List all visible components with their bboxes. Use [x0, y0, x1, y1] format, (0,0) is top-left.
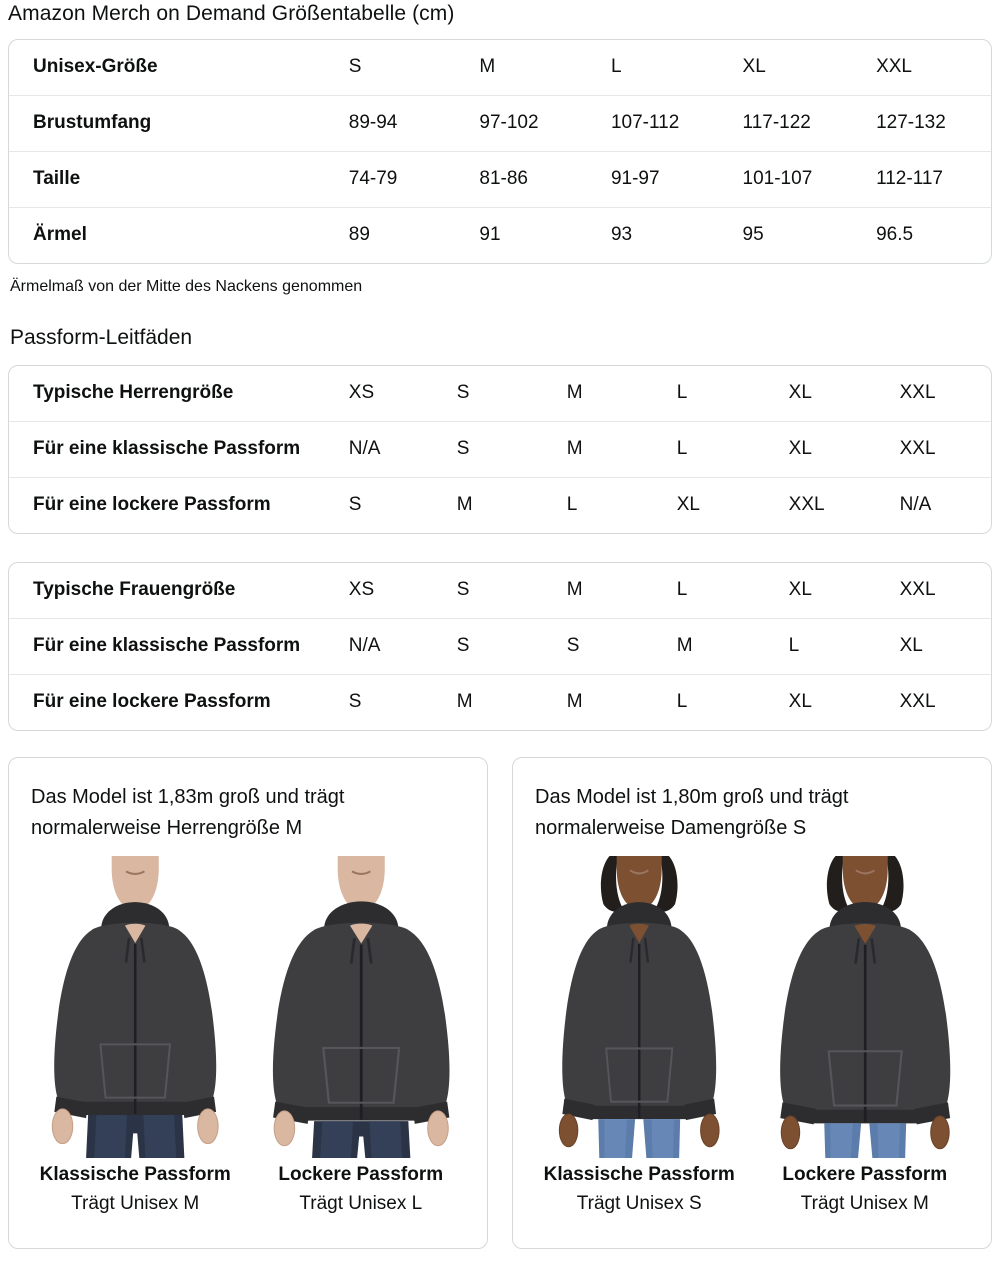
mens-figures: [29, 856, 467, 1215]
size-value: 74-79: [349, 152, 480, 208]
size-value: XL: [900, 619, 991, 675]
fit-guides-title: Passform-Leitfäden: [10, 326, 193, 349]
row-label: Taille: [9, 152, 349, 208]
size-value: XS: [348, 579, 375, 600]
mens-model-description: Das Model ist 1,83m groß und trägt normalerweise Herrengröße M: [31, 786, 345, 839]
size-value: S: [457, 619, 567, 675]
size-value: L: [676, 579, 688, 600]
size-value: S: [456, 382, 470, 403]
size-value: 101-107: [743, 152, 877, 208]
size-value: 91: [479, 208, 611, 264]
size-value: L: [676, 382, 688, 403]
size-value: XS: [348, 382, 375, 403]
row-label: Für eine klassische Passform: [9, 619, 349, 675]
size-value: L: [567, 478, 677, 534]
size-value: 81-86: [479, 152, 611, 208]
page-title: Amazon Merch on Demand Größentabelle (cm): [8, 2, 455, 25]
size-value: XXL: [899, 579, 936, 600]
size-value: L: [677, 675, 789, 731]
table-row: [9, 40, 991, 96]
row-label: Für eine lockere Passform: [9, 675, 349, 731]
mens-classic-figure: [29, 856, 241, 1215]
size-value: N/A: [349, 422, 457, 478]
size-value: XL: [788, 579, 812, 600]
table-row: [9, 366, 991, 422]
row-label: Typische Herrengröße: [33, 382, 234, 403]
size-value: S: [349, 478, 457, 534]
size-value: 117-122: [743, 96, 877, 152]
size-value: 127-132: [876, 96, 991, 152]
size-value: 89: [349, 208, 480, 264]
model-photo-female-loose-fit: [759, 856, 971, 1158]
size-value: M: [457, 478, 567, 534]
fit-type-label: Klassische Passform: [39, 1164, 231, 1185]
size-value: L: [789, 619, 900, 675]
womens-model-card: [512, 757, 992, 1249]
model-photo-male-loose-fit: [255, 856, 467, 1158]
size-value: XXL: [900, 422, 991, 478]
size-value: L: [610, 56, 622, 77]
size-value: M: [567, 675, 677, 731]
size-value: 96.5: [876, 208, 991, 264]
womens-model-description: Das Model ist 1,80m groß und trägt normalerweise Damengröße S: [535, 786, 849, 839]
womens-classic-figure: [533, 856, 745, 1215]
fit-size-label: Trägt Unisex S: [576, 1193, 702, 1214]
womens-fit-table: [8, 562, 992, 731]
size-value: XXL: [789, 478, 900, 534]
size-value: S: [456, 579, 470, 600]
table-row: [9, 96, 991, 152]
size-value: N/A: [900, 478, 991, 534]
size-value: S: [567, 619, 677, 675]
size-value: XL: [742, 56, 766, 77]
sleeve-measure-note: Ärmelmaß von der Mitte des Nackens genommen: [10, 278, 363, 295]
fit-size-label: Trägt Unisex M: [71, 1193, 200, 1214]
size-value: S: [348, 56, 362, 77]
row-label: Für eine lockere Passform: [9, 478, 349, 534]
fit-type-label: Klassische Passform: [543, 1164, 735, 1185]
size-value: XL: [677, 478, 789, 534]
size-value: 93: [611, 208, 743, 264]
size-value: XXL: [876, 56, 912, 77]
size-value: XL: [789, 422, 900, 478]
size-value: 112-117: [876, 152, 991, 208]
table-row: [9, 675, 991, 731]
size-value: M: [567, 422, 677, 478]
size-value: 107-112: [611, 96, 743, 152]
size-value: M: [479, 56, 496, 77]
size-value: 89-94: [349, 96, 480, 152]
size-value: 95: [743, 208, 877, 264]
size-value: XXL: [900, 675, 991, 731]
size-value: XL: [788, 382, 812, 403]
size-value: 91-97: [611, 152, 743, 208]
size-value: S: [349, 675, 457, 731]
fit-type-label: Lockere Passform: [278, 1164, 444, 1185]
row-label: Typische Frauengröße: [33, 579, 236, 600]
mens-loose-figure: [255, 856, 467, 1215]
table-row: [9, 619, 991, 675]
fit-size-label: Trägt Unisex M: [800, 1193, 929, 1214]
fit-size-label: Trägt Unisex L: [299, 1193, 423, 1214]
table-row: [9, 152, 991, 208]
size-value: XXL: [899, 382, 936, 403]
row-label: Unisex-Größe: [33, 56, 158, 77]
model-photo-male-classic-fit: [29, 856, 241, 1158]
row-label: Brustumfang: [9, 96, 349, 152]
table-row: [9, 422, 991, 478]
size-value: L: [677, 422, 789, 478]
size-value: N/A: [349, 619, 457, 675]
size-value: M: [457, 675, 567, 731]
size-value: 97-102: [479, 96, 611, 152]
womens-loose-figure: [759, 856, 971, 1215]
fit-type-label: Lockere Passform: [782, 1164, 948, 1185]
row-label: Für eine klassische Passform: [9, 422, 349, 478]
size-value: S: [457, 422, 567, 478]
size-value: M: [677, 619, 789, 675]
unisex-size-table: [8, 39, 992, 264]
womens-figures: [533, 856, 971, 1215]
model-cards-row: [8, 757, 992, 1249]
size-value: M: [566, 382, 583, 403]
table-row: [9, 563, 991, 619]
size-value: XL: [789, 675, 900, 731]
size-value: M: [566, 579, 583, 600]
mens-fit-table: [8, 365, 992, 534]
row-label: Ärmel: [9, 208, 349, 264]
model-photo-female-classic-fit: [533, 856, 745, 1158]
table-row: [9, 208, 991, 264]
mens-model-card: [8, 757, 488, 1249]
table-row: [9, 478, 991, 534]
